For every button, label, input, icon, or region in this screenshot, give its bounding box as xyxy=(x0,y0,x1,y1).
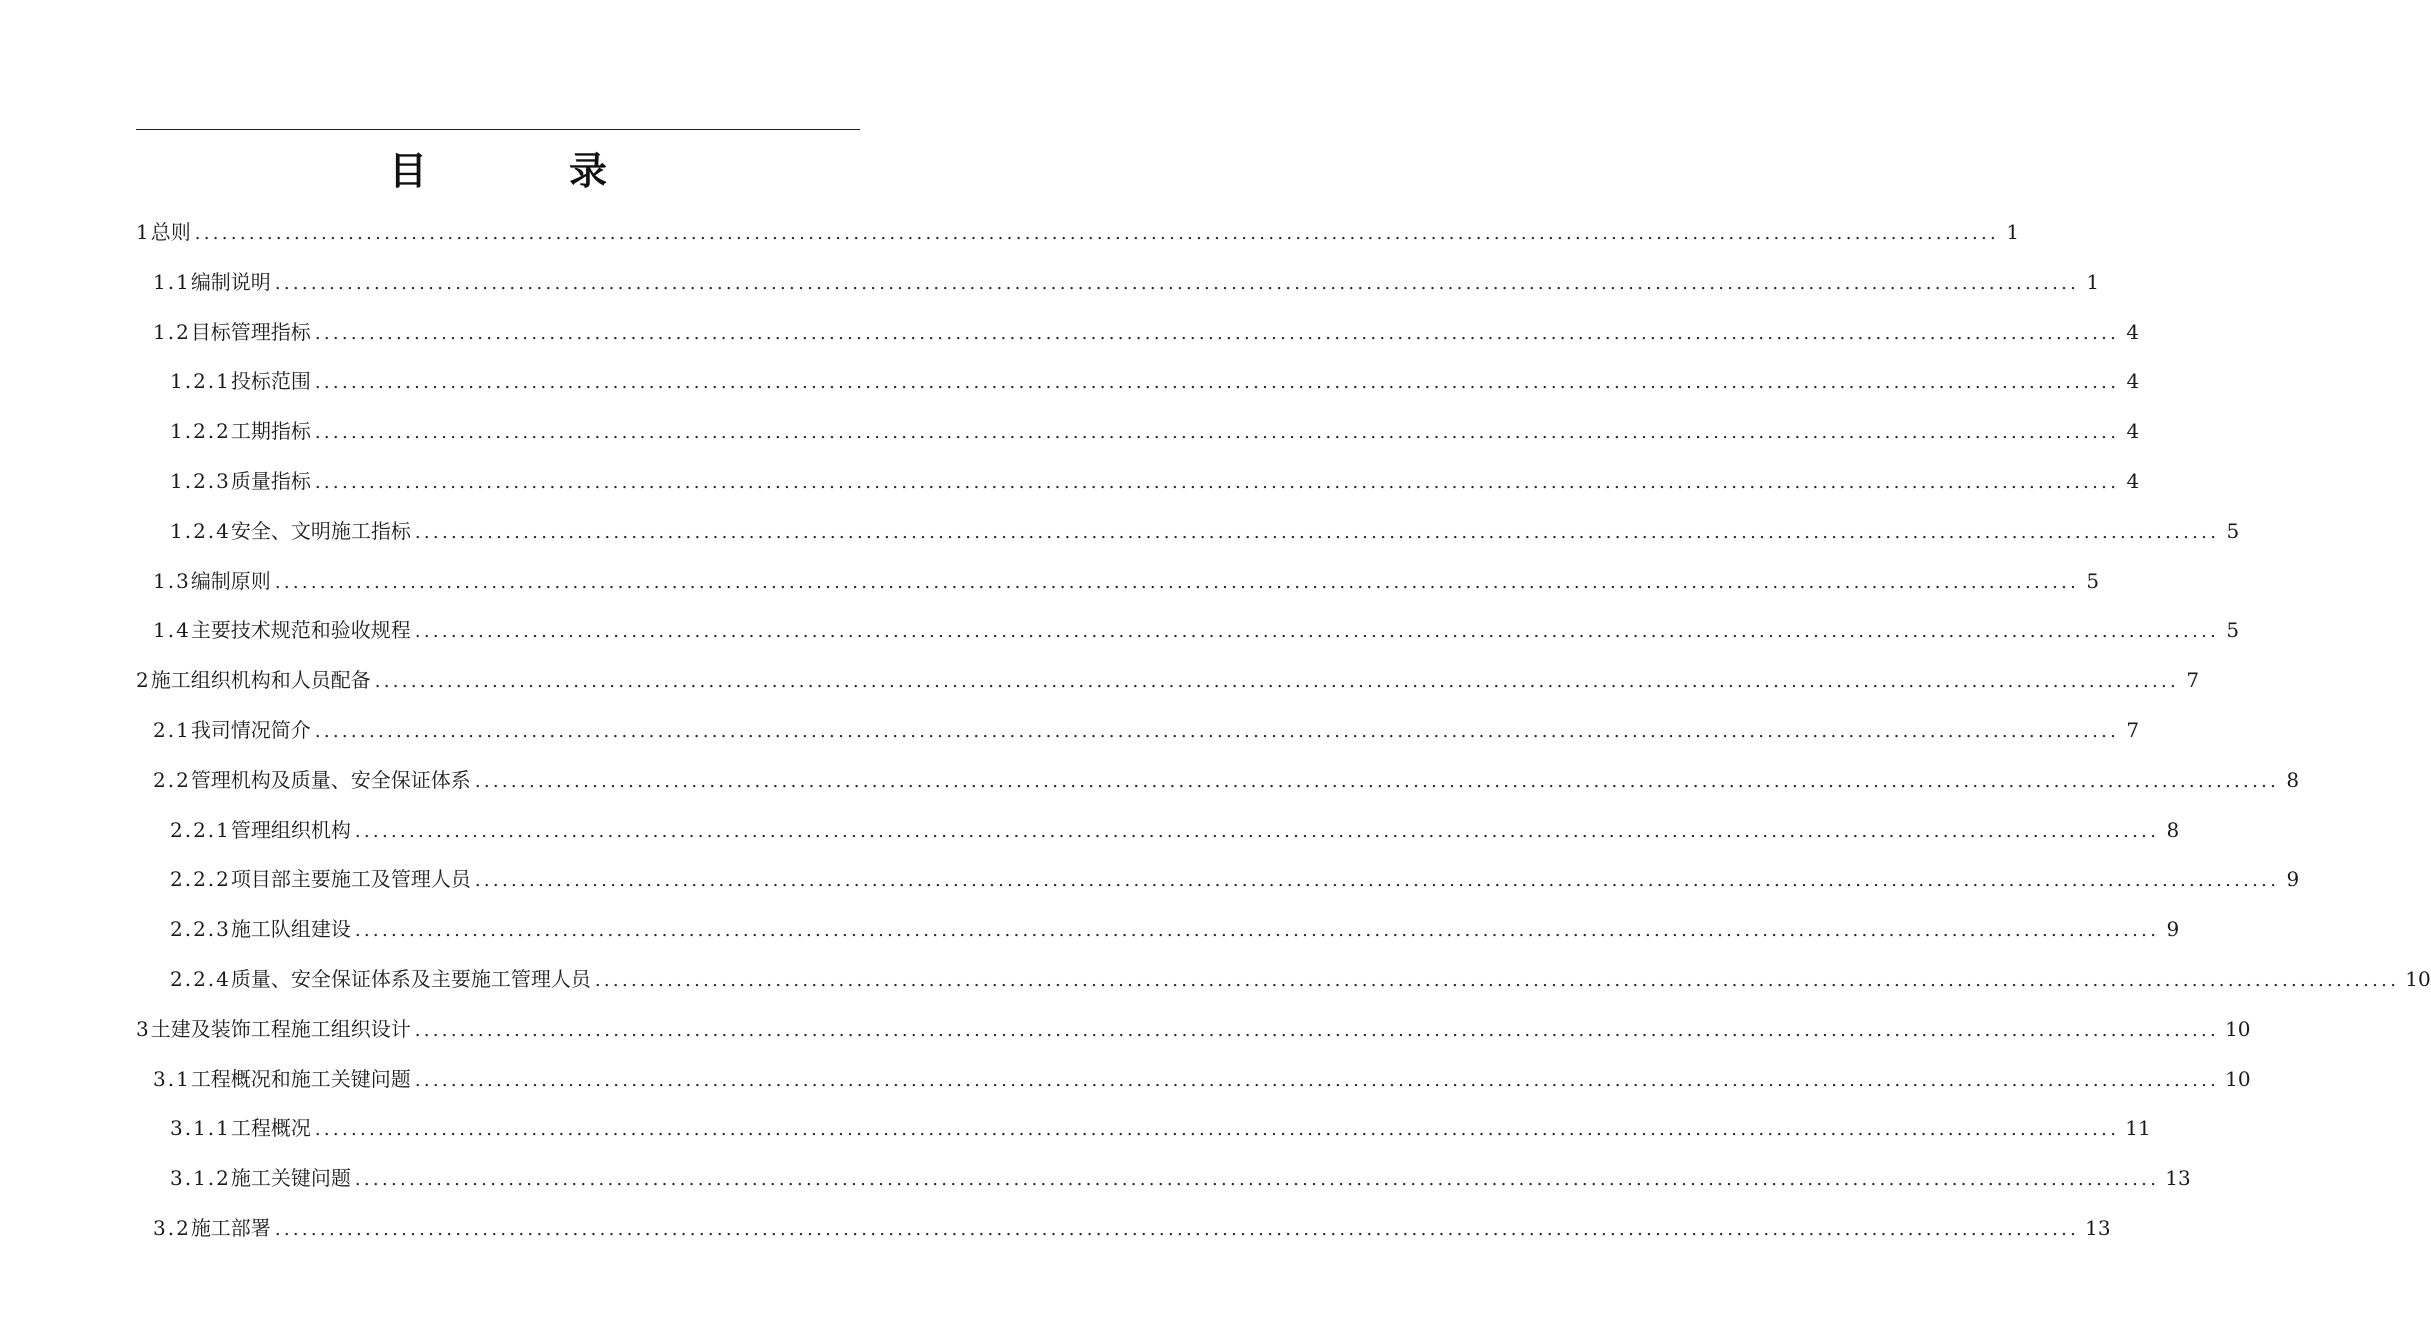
toc-entry[interactable] xyxy=(136,1204,2111,1254)
toc-dot-leader: ........................................................................................................................................................................................................ xyxy=(354,920,2160,942)
toc-entry-title: 施工部署 xyxy=(190,1215,271,1240)
toc-entry[interactable] xyxy=(136,606,2240,656)
toc-entry-number: 2.2.3 xyxy=(170,917,231,942)
toc-entry-number: 2.1 xyxy=(153,717,191,742)
toc-entry[interactable] xyxy=(136,806,2180,856)
toc-entry-number: 2.2.2 xyxy=(170,867,231,892)
toc-dot-leader: ........................................................................................................................................................................................................ xyxy=(594,969,2400,991)
toc-entry-title: 项目部主要施工及管理人员 xyxy=(230,867,471,892)
toc-entry-title: 管理组织机构 xyxy=(230,817,351,842)
toc-entry-title: 管理机构及质量、安全保证体系 xyxy=(190,767,471,792)
toc-dot-leader: ........................................................................................................................................................................................................ xyxy=(374,671,2180,693)
toc-entry-title: 施工关键问题 xyxy=(230,1166,351,1191)
toc-dot-leader: ........................................................................................................................................................................................................ xyxy=(314,720,2120,742)
toc-entry-title: 目标管理指标 xyxy=(190,319,311,344)
toc-dot-leader: ........................................................................................................................................................................................................ xyxy=(474,870,2280,892)
toc-entry[interactable] xyxy=(136,955,2431,1005)
toc-entry[interactable] xyxy=(136,1055,2251,1105)
toc-entry[interactable] xyxy=(136,308,2140,358)
toc-entry-number: 1.2.1 xyxy=(170,369,231,394)
page-title: 目 录 xyxy=(388,149,659,193)
toc-entry-page-number: 9 xyxy=(2166,917,2180,942)
toc-entry-page-number: 10 xyxy=(2225,1066,2251,1091)
toc-entry-number: 2.2 xyxy=(153,767,191,792)
toc-dot-leader: ........................................................................................................................................................................................................ xyxy=(414,621,2220,643)
toc-entry-title: 我司情况简介 xyxy=(190,717,311,742)
toc-entry-title: 施工组织机构和人员配备 xyxy=(150,668,371,693)
toc-entry-title: 质量、安全保证体系及主要施工管理人员 xyxy=(230,966,591,991)
toc-dot-leader: ........................................................................................................................................................................................................ xyxy=(314,372,2120,394)
toc-entry-page-number: 1 xyxy=(2006,220,2020,244)
toc-entry-title: 工程概况和施工关键问题 xyxy=(190,1066,411,1091)
toc-entry-number: 1.4 xyxy=(153,618,191,643)
toc-entry-page-number: 5 xyxy=(2086,568,2100,593)
toc-dot-leader: ........................................................................................................................................................................................................ xyxy=(314,322,2120,344)
toc-entry[interactable] xyxy=(136,1154,2191,1204)
toc-entry-number: 1.2 xyxy=(153,319,191,344)
toc-entry-title: 土建及装饰工程施工组织设计 xyxy=(150,1016,411,1041)
toc-entry-page-number: 13 xyxy=(2165,1166,2191,1191)
toc-entry[interactable] xyxy=(136,407,2140,457)
toc-entry-number: 1.2.3 xyxy=(170,468,231,493)
toc-entry[interactable] xyxy=(136,656,2200,706)
toc-dot-leader: ........................................................................................................................................................................................................ xyxy=(314,471,2120,493)
toc-entry-title: 投标范围 xyxy=(230,369,311,394)
toc-dot-leader: ........................................................................................................................................................................................................ xyxy=(414,1019,2220,1041)
table-of-contents xyxy=(136,208,2431,1254)
toc-dot-leader: ........................................................................................................................................................................................................ xyxy=(414,1069,2220,1091)
toc-dot-leader: ........................................................................................................................................................................................................ xyxy=(314,1119,2120,1141)
toc-dot-leader: ........................................................................................................................................................................................................ xyxy=(274,571,2080,593)
toc-entry[interactable] xyxy=(136,1104,2151,1154)
toc-entry-page-number: 7 xyxy=(2126,717,2140,742)
toc-entry[interactable] xyxy=(136,208,2020,258)
toc-entry-title: 安全、文明施工指标 xyxy=(230,518,411,543)
toc-entry[interactable] xyxy=(136,706,2140,756)
toc-entry-number: 1.2.4 xyxy=(170,518,231,543)
toc-entry-title: 主要技术规范和验收规程 xyxy=(190,618,411,643)
toc-entry-title: 质量指标 xyxy=(230,468,311,493)
toc-entry-page-number: 9 xyxy=(2286,867,2300,892)
toc-dot-leader: ........................................................................................................................................................................................................ xyxy=(274,272,2080,294)
toc-entry-page-number: 10 xyxy=(2405,966,2431,991)
toc-entry-number: 1.1 xyxy=(153,269,191,294)
toc-entry[interactable] xyxy=(136,258,2100,308)
toc-dot-leader: ........................................................................................................................................................................................................ xyxy=(274,1218,2080,1240)
toc-entry-number: 3.2 xyxy=(153,1215,191,1240)
toc-dot-leader: ........................................................................................................................................................................................................ xyxy=(474,770,2280,792)
toc-entry-page-number: 4 xyxy=(2126,319,2140,344)
toc-entry-page-number: 7 xyxy=(2186,668,2200,693)
toc-dot-leader: ........................................................................................................................................................................................................ xyxy=(354,820,2160,842)
toc-entry-number: 1.2.2 xyxy=(170,419,231,444)
toc-entry-page-number: 5 xyxy=(2226,518,2240,543)
toc-entry-page-number: 4 xyxy=(2126,468,2140,493)
toc-entry-title: 总则 xyxy=(150,220,191,244)
toc-entry[interactable] xyxy=(136,905,2180,955)
toc-entry-title: 施工队组建设 xyxy=(230,917,351,942)
toc-entry-number: 2 xyxy=(136,668,151,693)
toc-dot-leader: ........................................................................................................................................................................................................ xyxy=(354,1169,2160,1191)
toc-dot-leader: ........................................................................................................................................................................................................ xyxy=(314,422,2120,444)
toc-entry-page-number: 4 xyxy=(2126,419,2140,444)
toc-entry[interactable] xyxy=(136,357,2140,407)
toc-entry-title: 编制说明 xyxy=(190,269,271,294)
toc-entry-title: 编制原则 xyxy=(190,568,271,593)
toc-entry-title: 工程概况 xyxy=(230,1116,311,1141)
toc-entry[interactable] xyxy=(136,557,2100,607)
toc-entry-number: 3.1.2 xyxy=(170,1166,231,1191)
toc-entry-number: 2.2.1 xyxy=(170,817,231,842)
header-rule xyxy=(136,129,860,130)
toc-entry-page-number: 13 xyxy=(2085,1215,2111,1240)
toc-dot-leader: ........................................................................................................................................................................................................ xyxy=(414,521,2220,543)
toc-entry-page-number: 11 xyxy=(2125,1116,2151,1141)
toc-entry[interactable] xyxy=(136,507,2240,557)
toc-entry-number: 2.2.4 xyxy=(170,966,231,991)
toc-entry-title: 工期指标 xyxy=(230,419,311,444)
toc-entry[interactable] xyxy=(136,855,2300,905)
toc-entry-page-number: 10 xyxy=(2225,1016,2251,1041)
toc-entry-number: 1 xyxy=(136,220,151,244)
toc-entry-page-number: 1 xyxy=(2086,269,2100,294)
toc-entry[interactable] xyxy=(136,756,2300,806)
toc-entry[interactable] xyxy=(136,1005,2251,1055)
toc-entry-page-number: 4 xyxy=(2126,369,2140,394)
toc-entry-number: 1.3 xyxy=(153,568,191,593)
toc-entry-page-number: 5 xyxy=(2226,618,2240,643)
toc-entry-number: 3.1 xyxy=(153,1066,191,1091)
toc-entry-number: 3 xyxy=(136,1016,151,1041)
toc-entry-page-number: 8 xyxy=(2286,767,2300,792)
toc-entry[interactable] xyxy=(136,457,2140,507)
toc-entry-page-number: 8 xyxy=(2166,817,2180,842)
toc-entry-number: 3.1.1 xyxy=(170,1116,231,1141)
toc-dot-leader: ........................................................................................................................................................................................................ xyxy=(194,223,2000,244)
